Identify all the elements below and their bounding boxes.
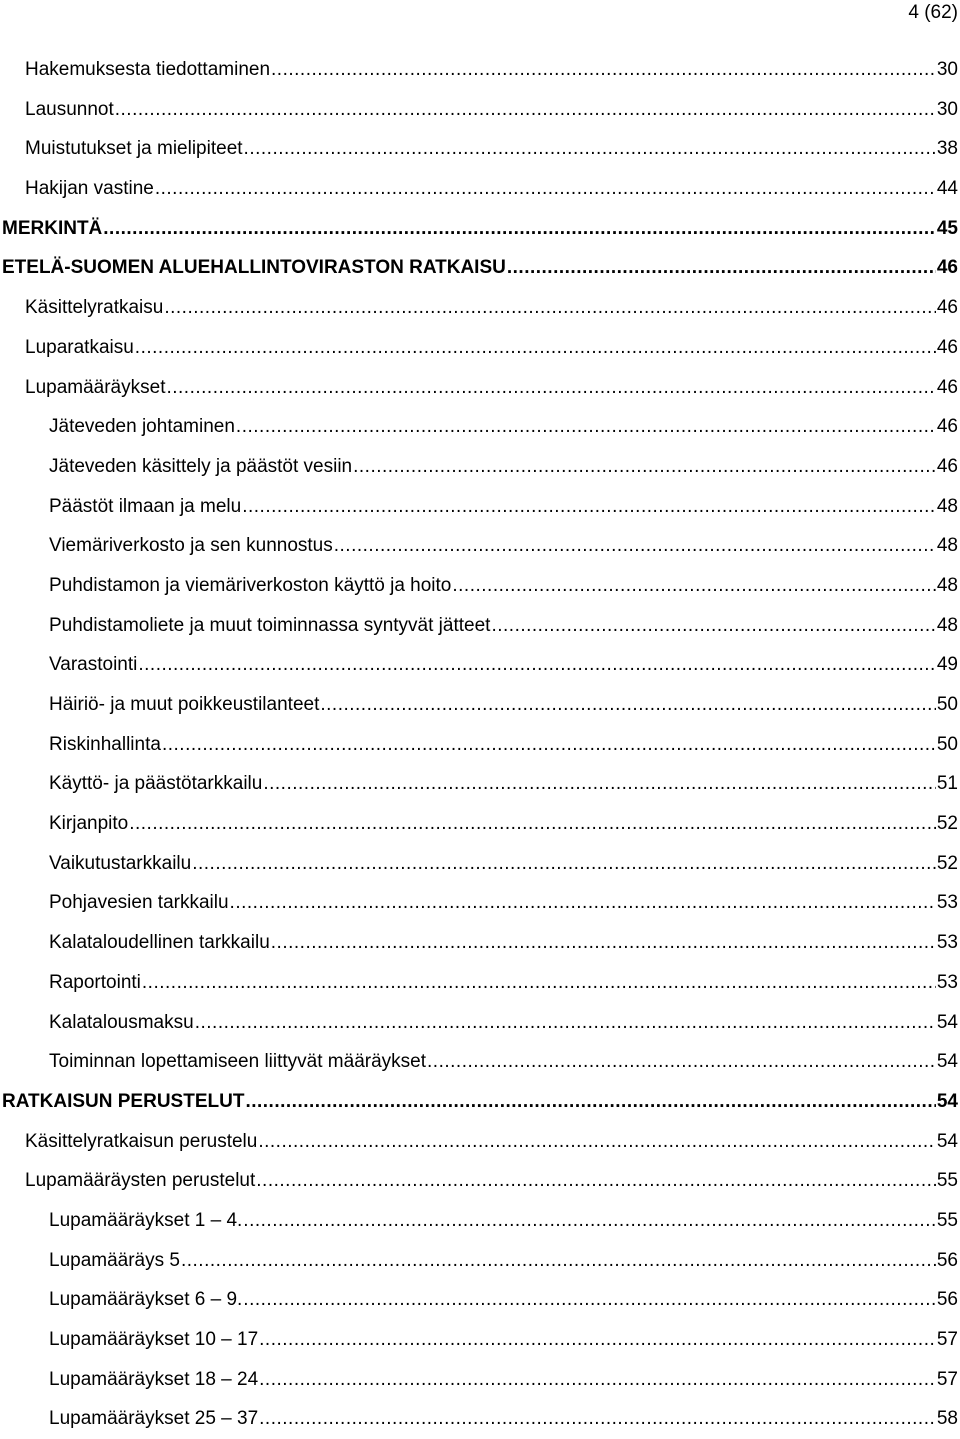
- toc-entry[interactable]: [0, 963, 960, 1003]
- toc-entry-title: Jäteveden johtaminen: [49, 416, 235, 438]
- toc-dot-leader: [192, 844, 936, 884]
- toc-entry[interactable]: [0, 1003, 960, 1043]
- toc-entry-page: 46: [936, 376, 958, 398]
- toc-entry[interactable]: [0, 328, 960, 368]
- toc-entry-page: 55: [936, 1170, 958, 1192]
- toc-entry[interactable]: [0, 1280, 960, 1320]
- toc-dot-leader: [256, 1161, 936, 1201]
- toc-entry-title: Kalatalousmaksu: [49, 1011, 194, 1033]
- toc-entry-title: Vaikutustarkkailu: [49, 852, 192, 874]
- toc-dot-leader: [164, 288, 936, 328]
- toc-entry-title: Pohjavesien tarkkailu: [49, 892, 229, 914]
- toc-entry[interactable]: [0, 447, 960, 487]
- toc-entry-title: Lupamääräys 5: [49, 1249, 180, 1271]
- toc-entry-page: 55: [936, 1209, 958, 1231]
- toc-dot-leader: [427, 1042, 936, 1082]
- toc-entry[interactable]: [0, 685, 960, 725]
- toc-entry-page: 46: [936, 336, 958, 358]
- toc-entry[interactable]: [0, 407, 960, 447]
- toc-entry-page: 48: [936, 495, 958, 517]
- toc-entry-page: 49: [936, 654, 958, 676]
- toc-entry-title: Käyttö- ja päästötarkkailu: [49, 773, 263, 795]
- toc-dot-leader: [320, 685, 936, 725]
- toc-entry-title: Lupamääräykset 25 – 37: [49, 1408, 259, 1430]
- toc-entry-title: Puhdistamon ja viemäriverkoston käyttö ja hoito: [49, 574, 452, 596]
- toc-entry-page: 38: [936, 138, 958, 160]
- toc-entry-page: 30: [936, 98, 958, 120]
- toc-dot-leader: [258, 1122, 936, 1162]
- toc-dot-leader: [491, 606, 935, 646]
- toc-dot-leader: [243, 1201, 936, 1241]
- toc-dot-leader: [166, 368, 935, 408]
- toc-entry[interactable]: [0, 209, 960, 249]
- toc-dot-leader: [242, 487, 936, 527]
- toc-entry-title: RATKAISUN PERUSTELUT: [2, 1090, 245, 1112]
- toc-entry-page: 50: [936, 733, 958, 755]
- toc-dot-leader: [244, 129, 936, 169]
- toc-entry-title: Muistutukset ja mielipiteet: [25, 138, 243, 160]
- toc-entry-page: 54: [936, 1051, 958, 1073]
- toc-entry-title: Lupamääräykset 1 – 4.: [49, 1209, 243, 1231]
- toc-entry[interactable]: [0, 645, 960, 685]
- toc-dot-leader: [142, 963, 936, 1003]
- toc-entry[interactable]: [0, 1320, 960, 1360]
- toc-entry[interactable]: [0, 1082, 960, 1122]
- toc-entry-title: Viemäriverkosto ja sen kunnostus: [49, 535, 333, 557]
- toc-entry[interactable]: [0, 288, 960, 328]
- toc-entry-title: Jäteveden käsittely ja päästöt vesiin: [49, 455, 353, 477]
- toc-entry-title: Kalataloudellinen tarkkailu: [49, 932, 270, 954]
- toc-entry-title: Puhdistamoliete ja muut toiminnassa syntyvät jätteet: [49, 614, 491, 636]
- toc-entry-title: Hakemuksesta tiedottaminen: [25, 59, 271, 80]
- toc-entry-page: 48: [936, 614, 958, 636]
- toc-entry-title: Häiriö- ja muut poikkeustilanteet: [49, 694, 320, 715]
- toc-entry-title: Lausunnot: [25, 98, 114, 120]
- toc-entry[interactable]: [0, 1201, 960, 1241]
- table-of-contents: [0, 50, 960, 1439]
- toc-dot-leader: [334, 526, 936, 566]
- toc-entry-title: Kirjanpito: [49, 813, 129, 835]
- toc-entry[interactable]: [0, 169, 960, 209]
- toc-entry[interactable]: [0, 566, 960, 606]
- toc-entry-title: Toiminnan lopettamiseen liittyvät määräykset: [49, 1051, 427, 1073]
- toc-entry-title: Luparatkaisu: [25, 336, 134, 358]
- toc-entry-title: Varastointi: [49, 654, 138, 676]
- toc-dot-leader: [271, 50, 936, 90]
- toc-entry-page: 56: [936, 1289, 958, 1311]
- toc-entry-page: 57: [936, 1368, 958, 1390]
- toc-dot-leader: [195, 1003, 936, 1043]
- toc-dot-leader: [230, 883, 936, 923]
- toc-dot-leader: [236, 407, 936, 447]
- toc-entry-page: 54: [936, 1130, 958, 1152]
- toc-entry-title: MERKINTÄ: [2, 217, 103, 239]
- toc-entry-page: 57: [936, 1329, 958, 1350]
- toc-entry-page: 44: [936, 178, 958, 200]
- toc-entry-title: Riskinhallinta: [49, 733, 161, 755]
- toc-dot-leader: [135, 328, 936, 368]
- toc-entry-page: 53: [936, 971, 958, 993]
- toc-entry[interactable]: [0, 50, 960, 90]
- toc-dot-leader: [115, 90, 936, 130]
- toc-entry-page: 30: [936, 59, 958, 80]
- toc-entry-page: 46: [936, 416, 958, 438]
- toc-entry-page: 48: [936, 574, 958, 596]
- toc-entry[interactable]: [0, 764, 960, 804]
- toc-dot-leader: [259, 1399, 936, 1439]
- toc-entry-page: 58: [936, 1408, 958, 1430]
- toc-entry[interactable]: [0, 844, 960, 884]
- toc-dot-leader: [507, 248, 936, 288]
- toc-entry[interactable]: [0, 883, 960, 923]
- toc-entry[interactable]: [0, 1161, 960, 1201]
- toc-entry-title: Lupamääräykset 6 – 9.: [49, 1289, 243, 1311]
- toc-entry-page: 54: [936, 1090, 958, 1112]
- toc-entry[interactable]: [0, 487, 960, 527]
- toc-dot-leader: [263, 764, 936, 804]
- toc-entry[interactable]: [0, 1122, 960, 1162]
- toc-entry[interactable]: [0, 1360, 960, 1400]
- toc-entry-page: 46: [936, 455, 958, 477]
- toc-entry-title: Käsittelyratkaisu: [25, 297, 164, 319]
- toc-dot-leader: [245, 1082, 935, 1122]
- toc-entry-page: 46: [936, 297, 958, 319]
- toc-entry[interactable]: [0, 248, 960, 288]
- toc-entry-title: Päästöt ilmaan ja melu: [49, 495, 242, 517]
- toc-dot-leader: [259, 1360, 936, 1400]
- toc-entry[interactable]: [0, 804, 960, 844]
- toc-entry-page: 52: [936, 813, 958, 835]
- toc-entry[interactable]: [0, 526, 960, 566]
- toc-entry-page: 56: [936, 1249, 958, 1271]
- toc-entry[interactable]: [0, 725, 960, 765]
- toc-entry[interactable]: [0, 129, 960, 169]
- toc-entry[interactable]: [0, 90, 960, 130]
- toc-entry-page: 51: [936, 773, 958, 795]
- toc-entry[interactable]: [0, 1042, 960, 1082]
- toc-dot-leader: [181, 1241, 936, 1281]
- page-number: 4 (62): [908, 2, 958, 23]
- toc-dot-leader: [138, 645, 936, 685]
- toc-entry-page: 46: [936, 257, 958, 279]
- toc-dot-leader: [155, 169, 936, 209]
- toc-dot-leader: [452, 566, 935, 606]
- toc-entry[interactable]: [0, 1399, 960, 1439]
- toc-entry-page: 53: [936, 932, 958, 954]
- toc-entry-page: 50: [936, 694, 958, 715]
- toc-entry-title: Lupamääräykset 10 – 17: [49, 1329, 259, 1350]
- toc-dot-leader: [129, 804, 936, 844]
- toc-dot-leader: [103, 209, 936, 249]
- toc-dot-leader: [353, 447, 936, 487]
- toc-entry[interactable]: [0, 1241, 960, 1281]
- toc-entry-page: 45: [936, 217, 958, 239]
- toc-entry-title: Lupamääräykset: [25, 376, 166, 398]
- toc-dot-leader: [162, 725, 936, 765]
- toc-entry-title: Raportointi: [49, 971, 141, 993]
- toc-entry-title: Hakijan vastine: [25, 178, 154, 200]
- toc-entry[interactable]: [0, 606, 960, 646]
- toc-entry-page: 48: [936, 535, 958, 557]
- toc-dot-leader: [271, 923, 936, 963]
- toc-entry-title: Käsittelyratkaisun perustelu: [25, 1130, 258, 1152]
- toc-entry-title: ETELÄ-SUOMEN ALUEHALLINTOVIRASTON RATKAISU: [2, 257, 506, 279]
- toc-entry-page: 53: [936, 892, 958, 914]
- toc-entry-page: 52: [936, 852, 958, 874]
- toc-entry[interactable]: [0, 368, 960, 408]
- toc-entry[interactable]: [0, 923, 960, 963]
- toc-entry-title: Lupamääräysten perustelut: [25, 1170, 256, 1192]
- toc-dot-leader: [259, 1320, 936, 1360]
- toc-entry-title: Lupamääräykset 18 – 24: [49, 1368, 259, 1390]
- toc-dot-leader: [243, 1280, 936, 1320]
- toc-entry-page: 54: [936, 1011, 958, 1033]
